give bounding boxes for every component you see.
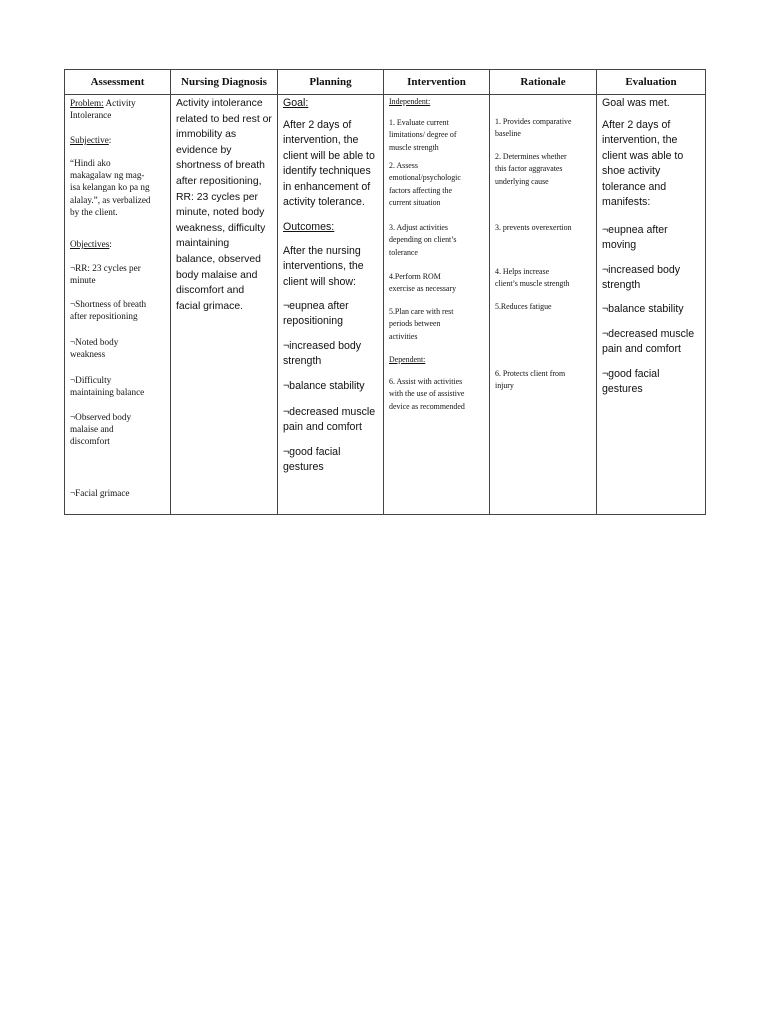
intervention-item: 6. Assist with activities with the use of assistive device as recommended <box>389 377 465 411</box>
evaluation-item: ¬decreased muscle pain and comfort <box>602 328 695 356</box>
rationale-item: 2. Determines whether this factor aggravates underlying cause <box>495 152 567 186</box>
intervention-item: 3. Adjust activities depending on client’s tolerance <box>389 223 457 257</box>
outcome-item: ¬balance stability <box>283 380 365 392</box>
goal-text: After 2 days of intervention, the client will be able to identify techniques in enhancement of activity tolerance. <box>283 119 375 209</box>
rationale-cell <box>490 95 597 515</box>
subjective-colon: : <box>108 135 112 145</box>
objective-item: ¬Noted body weakness <box>70 337 119 360</box>
nursing-care-plan-table <box>64 69 706 515</box>
planning-cell <box>278 95 384 515</box>
goal-met: Goal was met. <box>602 97 670 109</box>
evaluation-item: ¬balance stability <box>602 303 684 315</box>
objectives-label: Objectives <box>70 239 110 249</box>
rationale-item: 5.Reduces fatigue <box>495 302 552 311</box>
subjective-label: Subjective <box>70 135 109 145</box>
content-row <box>65 95 706 515</box>
problem-text: Activity Intolerance <box>70 98 136 121</box>
evaluation-cell <box>597 95 706 515</box>
outcome-item: ¬increased body strength <box>283 340 362 368</box>
header-rationale: Rationale <box>490 70 597 95</box>
dependent-label: Dependent: <box>389 355 426 364</box>
header-row <box>65 70 706 95</box>
goal-label: Goal: <box>283 97 309 109</box>
header-intervention: Intervention <box>384 70 490 95</box>
intervention-item: 2. Assess emotional/psychologic factors affecting the current situation <box>389 161 461 208</box>
evaluation-text: After 2 days of intervention, the client was able to shoe activity tolerance and manifests: <box>602 119 684 209</box>
problem <box>70 97 169 121</box>
subjective-quote: “Hindi ako makagalaw ng mag- isa kelangan ko pa ng alalay.”, as verbalized by the client. <box>70 158 151 217</box>
diagnosis-cell <box>171 95 278 515</box>
header-assessment: Assessment <box>65 70 171 95</box>
outcome-item: ¬decreased muscle pain and comfort <box>283 406 376 434</box>
rationale-item: 1. Provides comparative baseline <box>495 117 572 139</box>
objective-item: ¬Difficulty maintaining balance <box>70 375 145 398</box>
objective-item: ¬RR: 23 cycles per minute <box>70 263 141 286</box>
objectives-colon: : <box>109 239 112 249</box>
rationale-item: 6. Protects client from injury <box>495 369 566 391</box>
independent-label: Independent: <box>389 97 431 106</box>
outcomes-intro: After the nursing interventions, the client will show: <box>283 245 364 288</box>
intervention-item: 4.Perform ROM exercise as necessary <box>389 272 457 294</box>
evaluation-item: ¬increased body strength <box>602 264 681 292</box>
intervention-cell <box>384 95 490 515</box>
objective-item: ¬Shortness of breath after repositioning <box>70 299 147 322</box>
evaluation-item: ¬eupnea after moving <box>602 224 668 252</box>
problem-label: Problem: <box>70 98 104 108</box>
header-nursing-diagnosis: Nursing Diagnosis <box>171 70 278 95</box>
outcome-item: ¬eupnea after repositioning <box>283 300 349 328</box>
objectives <box>70 238 169 250</box>
assessment-cell <box>65 95 171 515</box>
subjective <box>70 134 169 146</box>
header-planning: Planning <box>278 70 384 95</box>
outcomes-label: Outcomes: <box>283 221 335 233</box>
diagnosis-text: Activity intolerance related to bed rest or immobility as evidence by shortness of breath after repositioning, RR: 23 cycles per minute, noted body weakness, difficulty maintaining balance, observed body malaise and discomfort and facial grimace. <box>176 98 272 312</box>
header-evaluation: Evaluation <box>597 70 706 95</box>
objective-item: ¬Observed body malaise and discomfort <box>70 412 132 447</box>
objective-item: ¬Facial grimace <box>70 488 130 498</box>
evaluation-item: ¬good facial gestures <box>602 368 660 396</box>
outcome-item: ¬good facial gestures <box>283 446 341 474</box>
intervention-item: 5.Plan care with rest periods between activities <box>389 307 454 341</box>
rationale-item: 4. Helps increase client’s muscle strength <box>495 267 570 289</box>
intervention-item: 1. Evaluate current limitations/ degree of muscle strength <box>389 118 457 152</box>
rationale-item: 3. prevents overexertion <box>495 223 572 232</box>
